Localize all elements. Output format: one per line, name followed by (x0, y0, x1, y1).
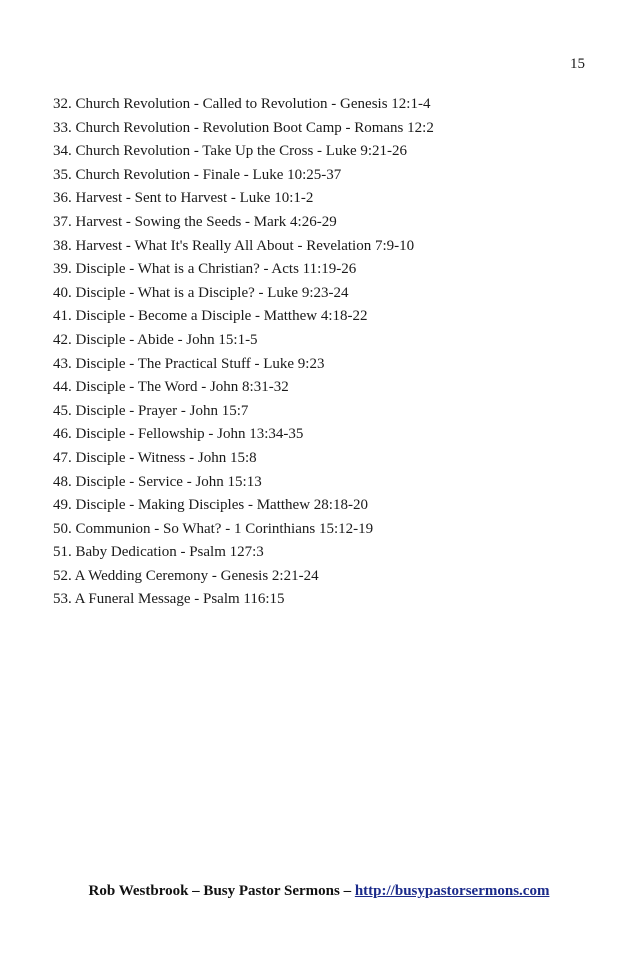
sermon-item: 42. Disciple - Abide - John 15:1-5 (53, 331, 258, 348)
sermon-item: 53. A Funeral Message - Psalm 116:15 (53, 591, 285, 608)
sermon-item: 32. Church Revolution - Called to Revolution - Genesis 12:1-4 (53, 96, 431, 112)
sermon-item: 37. Harvest - Sowing the Seeds - Mark 4:26-29 (53, 213, 337, 230)
sermon-item: 41. Disciple - Become a Disciple - Matthew 4:18-22 (53, 308, 368, 325)
sermon-item: 40. Disciple - What is a Disciple? - Luke 9:23-24 (53, 284, 349, 301)
sermon-item: 36. Harvest - Sent to Harvest - Luke 10:1-2 (53, 190, 314, 207)
sermon-item: 47. Disciple - Witness - John 15:8 (53, 449, 257, 466)
sermon-item: 43. Disciple - The Practical Stuff - Luke 9:23 (53, 355, 325, 372)
sermon-item: 38. Harvest - What It's Really All About - Revelation 7:9-10 (53, 237, 415, 254)
sermon-item: 52. A Wedding Ceremony - Genesis 2:21-24 (53, 567, 319, 584)
footer-text: Rob Westbrook – Busy Pastor Sermons – (88, 883, 355, 899)
sermon-item: 51. Baby Dedication - Psalm 127:3 (53, 544, 264, 561)
sermon-item: 48. Disciple - Service - John 15:13 (53, 473, 262, 490)
sermon-item: 33. Church Revolution - Revolution Boot Camp - Romans 12:2 (53, 119, 434, 136)
sermon-item: 50. Communion - So What? - 1 Corinthians 15:12-19 (53, 520, 374, 537)
sermon-item: 44. Disciple - The Word - John 8:31-32 (53, 379, 289, 396)
sermon-item: 35. Church Revolution - Finale - Luke 10:25-37 (53, 166, 342, 183)
page-number: 15 (570, 56, 585, 72)
sermon-item: 49. Disciple - Making Disciples - Matthew 28:18-20 (53, 497, 368, 514)
page-footer (0, 882, 638, 900)
sermon-item: 46. Disciple - Fellowship - John 13:34-35 (53, 426, 304, 443)
sermon-item: 34. Church Revolution - Take Up the Cross - Luke 9:21-26 (53, 143, 408, 160)
sermon-list (53, 93, 593, 612)
website-link[interactable]: http://busypastorsermons.com (354, 883, 550, 899)
sermon-item: 39. Disciple - What is a Christian? - Acts 11:19-26 (53, 261, 357, 278)
sermon-item: 45. Disciple - Prayer - John 15:7 (53, 402, 249, 419)
